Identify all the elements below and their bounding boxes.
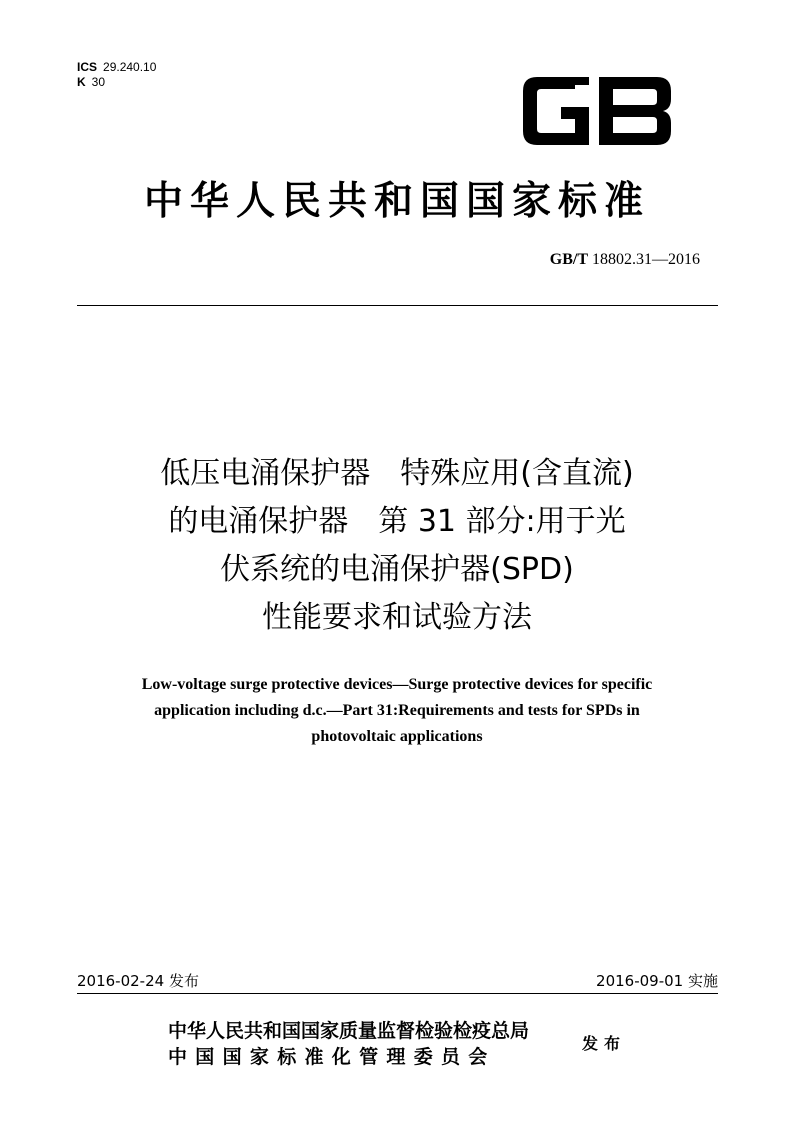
- classification-codes: [77, 60, 156, 90]
- chinese-title-line: 的电涌保护器 第 31 部分:用于光: [168, 504, 626, 539]
- english-title-line: Low-voltage surge protective devices—Surge protective devices for specific: [141, 676, 653, 693]
- english-title: [0, 672, 794, 750]
- header-divider: [77, 305, 718, 306]
- issue-date: 2016-02-24 发布: [77, 972, 199, 990]
- class-value: 30: [91, 75, 106, 89]
- gb-logo: [519, 73, 675, 149]
- issuer-line: 中华人民共和国国家质量监督检验检疫总局: [168, 1020, 530, 1042]
- ics-value: 29.240.10: [103, 60, 157, 74]
- footer-divider: [77, 993, 718, 994]
- chinese-title: [0, 450, 794, 642]
- english-title-line: photovoltaic applications: [311, 728, 483, 745]
- chinese-title-line: 低压电涌保护器 特殊应用(含直流): [160, 456, 634, 491]
- gb-logo-graphic: [519, 73, 675, 149]
- ics-label: ICS: [77, 60, 98, 74]
- standard-title: 中华人民共和国国家标准: [143, 178, 650, 224]
- implementation-date: 2016-09-01 实施: [596, 972, 718, 990]
- standard-number: [550, 251, 700, 269]
- standard-number-prefix: GB/T: [549, 251, 588, 268]
- english-title-line: application including d.c.—Part 31:Requirements and tests for SPDs in: [154, 702, 640, 719]
- class-label: K: [77, 75, 86, 89]
- class-code: [77, 75, 156, 90]
- publish-label: 发布: [582, 1034, 627, 1053]
- standard-number-value: 18802.31—2016: [592, 251, 700, 268]
- chinese-title-line: 伏系统的电涌保护器(SPD): [220, 552, 574, 587]
- issuer-line: 中国国家标准化管理委员会: [168, 1046, 496, 1068]
- ics-code: [77, 60, 156, 75]
- chinese-title-line: 性能要求和试验方法: [262, 600, 532, 635]
- issuing-authorities: [168, 1018, 529, 1070]
